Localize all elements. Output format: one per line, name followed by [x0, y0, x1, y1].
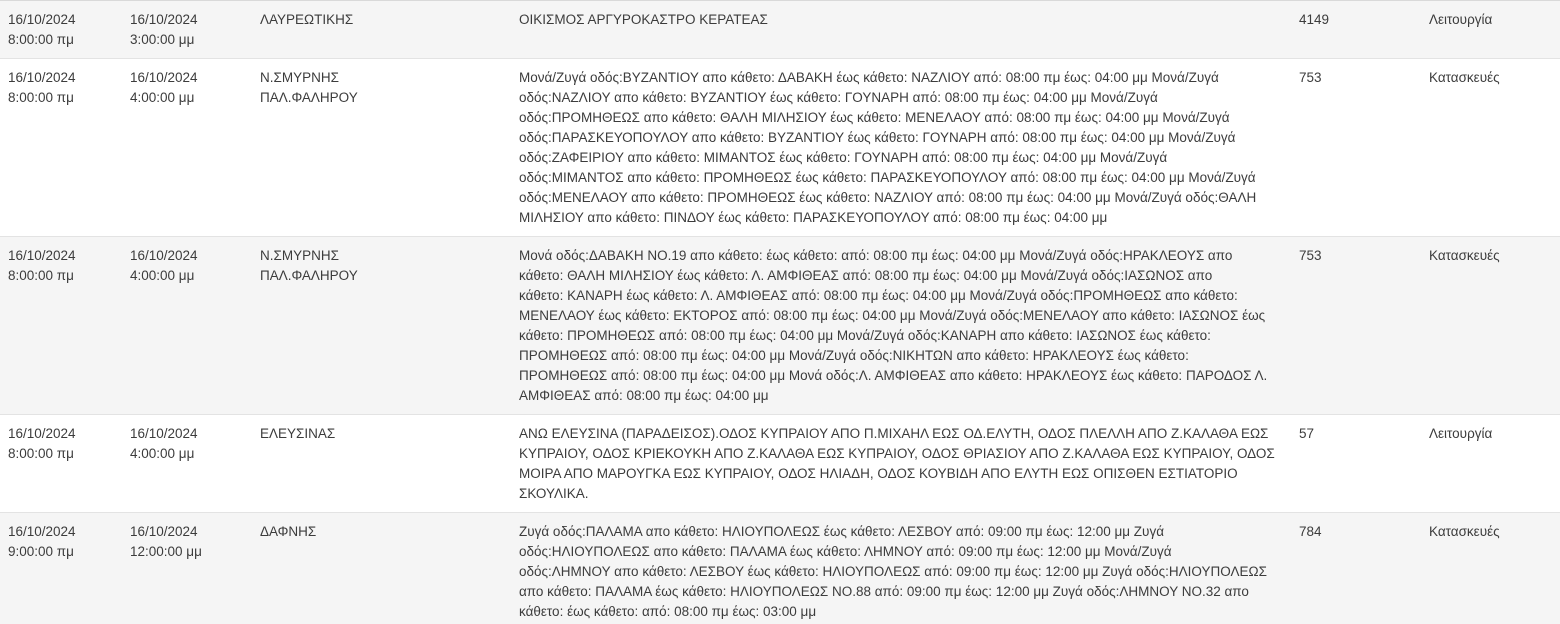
- affected-count-cell: [1299, 237, 1429, 414]
- end-time: 4:00:00 μμ: [130, 446, 195, 461]
- description-cell: [519, 59, 1299, 236]
- affected-count-cell: [1299, 59, 1429, 236]
- description-line: Μονά/Ζυγά οδός:ΒΥΖΑΝΤΙΟΥ απο κάθετο: ΔΑΒΑΚΗ έως κάθετο: ΝΑΖΛΙΟΥ από: 08:00 πμ έως: 04:00 μμ Μονά/Ζυγά: [519, 70, 1219, 85]
- description-line: ΣΚΟΥΛΙΚΑ.: [519, 486, 589, 501]
- description-line: οδός:ΜΙΜΑΝΤΟΣ απο κάθετο: ΠΡΟΜΗΘΕΩΣ έως κάθετο: ΠΑΡΑΣΚΕΥΟΠΟΥΛΟΥ από: 08:00 πμ έως: 04:00 μμ Μονά/Ζυγά: [519, 170, 1256, 185]
- end-datetime-cell: [130, 415, 260, 512]
- description-line: οδός:ΜΕΝΕΛΑΟΥ απο κάθετο: ΠΡΟΜΗΘΕΩΣ έως κάθετο: ΝΑΖΛΙΟΥ από: 08:00 πμ έως: 04:00 μμ Μονά/Ζυγά οδός:ΘΑΛΗ: [519, 190, 1257, 205]
- end-datetime-cell: [130, 59, 260, 236]
- end-datetime-cell: [130, 1, 260, 58]
- outage-type-cell: [1429, 415, 1560, 512]
- description-line: ΠΡΟΜΗΘΕΩΣ από: 08:00 πμ έως: 04:00 μμ Μονά οδός:Λ. ΑΜΦΙΘΕΑΣ απο κάθετο: ΗΡΑΚΛΕΟΥΣ έως κάθετο: ΠΑΡΟΔΟΣ Λ.: [519, 368, 1268, 383]
- description-line: ΟΙΚΙΣΜΟΣ ΑΡΓΥΡΟΚΑΣΤΡΟ ΚΕΡΑΤΕΑΣ: [519, 12, 768, 27]
- start-date: 16/10/2024: [8, 426, 76, 441]
- area-name: ΕΛΕΥΣΙΝΑΣ: [260, 426, 336, 441]
- end-time: 3:00:00 μμ: [130, 32, 195, 47]
- area-cell: [260, 1, 519, 58]
- description-line: οδός:ΠΑΡΑΣΚΕΥΟΠΟΥΛΟΥ απο κάθετο: ΒΥΖΑΝΤΙΟΥ έως κάθετο: ΓΟΥΝΑΡΗ από: 08:00 πμ έως: 04:00 μμ Μονά/Ζυγά: [519, 130, 1236, 145]
- description-line: οδός:ΝΑΖΛΙΟΥ απο κάθετο: ΒΥΖΑΝΤΙΟΥ έως κάθετο: ΓΟΥΝΑΡΗ από: 08:00 πμ έως: 04:00 μμ Μονά/Ζυγά: [519, 90, 1158, 105]
- area-cell: [260, 59, 519, 236]
- description-cell: [519, 1, 1299, 58]
- table-row: [0, 237, 1560, 415]
- description-line: ΜΟΙΡΑ ΑΠΟ ΜΑΡΟΥΓΚΑ ΕΩΣ ΚΥΠΡΑΙΟΥ, ΟΔΟΣ ΗΛΙΑΔΗ, ΟΔΟΣ ΚΟΥΒΙΔΗ ΑΠΟ ΕΛΥΤΗ ΕΩΣ ΟΠΙΣΘΕΝ ΕΣΤΙΑΤΟΡΙΟ: [519, 466, 1238, 481]
- end-datetime-cell: [130, 513, 260, 624]
- start-datetime-cell: [0, 513, 130, 624]
- end-datetime-cell: [130, 237, 260, 414]
- outage-type: Κατασκευές: [1429, 248, 1500, 263]
- description-line: ΜΙΛΗΣΙΟΥ απο κάθετο: ΠΙΝΔΟΥ έως κάθετο: ΠΑΡΑΣΚΕΥΟΠΟΥΛΟΥ από: 08:00 πμ έως: 04:00 μμ: [519, 210, 1108, 225]
- start-datetime-cell: [0, 59, 130, 236]
- affected-count-cell: [1299, 1, 1429, 58]
- start-datetime-cell: [0, 415, 130, 512]
- area-cell: [260, 513, 519, 624]
- area-name: Ν.ΣΜΥΡΝΗΣ: [260, 70, 339, 85]
- end-date: 16/10/2024: [130, 248, 198, 263]
- end-date: 16/10/2024: [130, 524, 198, 539]
- start-time: 8:00:00 πμ: [8, 268, 74, 283]
- description-line: Ζυγά οδός:ΠΑΛΑΜΑ απο κάθετο: ΗΛΙΟΥΠΟΛΕΩΣ έως κάθετο: ΛΕΣΒΟΥ από: 09:00 πμ έως: 12:00 μμ Ζυγά: [519, 524, 1164, 539]
- description-line: οδός:ΛΗΜΝΟΥ απο κάθετο: ΛΕΣΒΟΥ έως κάθετο: ΗΛΙΟΥΠΟΛΕΩΣ από: 09:00 πμ έως: 12:00 μμ Ζυγά οδός:ΗΛΙΟΥΠΟΛΕΩΣ: [519, 564, 1267, 579]
- start-date: 16/10/2024: [8, 12, 76, 27]
- end-time: 4:00:00 μμ: [130, 90, 195, 105]
- description-line: ΜΕΝΕΛΑΟΥ έως κάθετο: ΕΚΤΟΡΟΣ από: 08:00 πμ έως: 04:00 μμ Μονά/Ζυγά οδός:ΜΕΝΕΛΑΟΥ απο κάθετο: ΙΑΣΩΝΟΣ έως: [519, 308, 1266, 323]
- description-line: οδός:ΠΡΟΜΗΘΕΩΣ απο κάθετο: ΘΑΛΗ ΜΙΛΗΣΙΟΥ έως κάθετο: ΜΕΝΕΛΑΟΥ από: 08:00 πμ έως: 04:00 μμ Μονά/Ζυγά: [519, 110, 1230, 125]
- description-line: κάθετο: ΠΡΟΜΗΘΕΩΣ από: 08:00 πμ έως: 04:00 μμ Μονά/Ζυγά οδός:ΚΑΝΑΡΗ απο κάθετο: ΙΑΣΩΝΟΣ έως κάθετο:: [519, 328, 1211, 343]
- outage-type: Κατασκευές: [1429, 70, 1500, 85]
- end-date: 16/10/2024: [130, 426, 198, 441]
- table-row: [0, 59, 1560, 237]
- affected-count: 4149: [1299, 12, 1330, 27]
- start-date: 16/10/2024: [8, 70, 76, 85]
- affected-count: 57: [1299, 426, 1315, 441]
- description-line: κάθετο: έως κάθετο: από: 08:00 πμ έως: 03:00 μμ: [519, 604, 817, 619]
- description-line: ΚΥΠΡΑΙΟΥ, ΟΔΟΣ ΚΡΙΕΚΟΥΚΗ ΑΠΟ Ζ.ΚΑΛΑΘΑ ΕΩΣ ΚΥΠΡΑΙΟΥ, ΟΔΟΣ ΘΡΙΑΣΙΟΥ ΑΠΟ Ζ.ΚΑΛΑΘΑ ΕΩΣ ΚΥΠΡΑΙΟΥ, ΟΔΟΣ: [519, 446, 1275, 461]
- outage-type-cell: [1429, 237, 1560, 414]
- description-line: Μονά οδός:ΔΑΒΑΚΗ ΝΟ.19 απο κάθετο: έως κάθετο: από: 08:00 πμ έως: 04:00 μμ Μονά/Ζυγά οδός:ΗΡΑΚΛΕΟΥΣ απο: [519, 248, 1233, 263]
- outage-type-cell: [1429, 513, 1560, 624]
- area-name: ΠΑΛ.ΦΑΛΗΡΟΥ: [260, 268, 358, 283]
- area-cell: [260, 415, 519, 512]
- area-name: ΔΑΦΝΗΣ: [260, 524, 317, 539]
- outage-type-cell: [1429, 1, 1560, 58]
- start-time: 9:00:00 πμ: [8, 544, 74, 559]
- description-line: ΑΜΦΙΘΕΑΣ από: 08:00 πμ έως: 04:00 μμ: [519, 388, 769, 403]
- area-name: ΛΑΥΡΕΩΤΙΚΗΣ: [260, 12, 354, 27]
- description-line: οδός:ΖΑΦΕΙΡΙΟΥ απο κάθετο: ΜΙΜΑΝΤΟΣ έως κάθετο: ΓΟΥΝΑΡΗ από: 08:00 πμ έως: 04:00 μμ Μονά/Ζυγά: [519, 150, 1168, 165]
- start-time: 8:00:00 πμ: [8, 446, 74, 461]
- start-date: 16/10/2024: [8, 524, 76, 539]
- description-line: ΠΡΟΜΗΘΕΩΣ από: 08:00 πμ έως: 04:00 μμ Μονά/Ζυγά οδός:ΝΙΚΗΤΩΝ απο κάθετο: ΗΡΑΚΛΕΟΥΣ έως κάθετο:: [519, 348, 1189, 363]
- end-date: 16/10/2024: [130, 12, 198, 27]
- description-cell: [519, 513, 1299, 624]
- end-date: 16/10/2024: [130, 70, 198, 85]
- affected-count-cell: [1299, 415, 1429, 512]
- table-row: [0, 415, 1560, 513]
- description-line: κάθετο: ΚΑΝΑΡΗ έως κάθετο: Λ. ΑΜΦΙΘΕΑΣ από: 08:00 πμ έως: 04:00 μμ Μονά/Ζυγά οδός:ΠΡΟΜΗΘΕΩΣ απο κάθετο:: [519, 288, 1238, 303]
- start-time: 8:00:00 πμ: [8, 32, 74, 47]
- description-line: απο κάθετο: ΠΑΛΑΜΑ έως κάθετο: ΗΛΙΟΥΠΟΛΕΩΣ ΝΟ.88 από: 09:00 πμ έως: 12:00 μμ Ζυγά οδός:ΛΗΜΝΟΥ ΝΟ.32 απο: [519, 584, 1249, 599]
- description-cell: [519, 237, 1299, 414]
- table-row: [0, 1, 1560, 59]
- affected-count: 784: [1299, 524, 1322, 539]
- description-cell: [519, 415, 1299, 512]
- start-date: 16/10/2024: [8, 248, 76, 263]
- end-time: 4:00:00 μμ: [130, 268, 195, 283]
- start-datetime-cell: [0, 237, 130, 414]
- description-line: ΑΝΩ ΕΛΕΥΣΙΝΑ (ΠΑΡΑΔΕΙΣΟΣ).ΟΔΟΣ ΚΥΠΡΑΙΟΥ ΑΠΟ Π.ΜΙΧΑΗΛ ΕΩΣ ΟΔ.ΕΛΥΤΗ, ΟΔΟΣ ΠΛΕΛΛΗ ΑΠΟ Ζ.ΚΑΛΑΘΑ ΕΩΣ: [519, 426, 1269, 441]
- affected-count-cell: [1299, 513, 1429, 624]
- description-line: οδός:ΗΛΙΟΥΠΟΛΕΩΣ απο κάθετο: ΠΑΛΑΜΑ έως κάθετο: ΛΗΜΝΟΥ από: 09:00 πμ έως: 12:00 μμ Μονά/Ζυγά: [519, 544, 1172, 559]
- end-time: 12:00:00 μμ: [130, 544, 202, 559]
- outage-type-cell: [1429, 59, 1560, 236]
- start-datetime-cell: [0, 1, 130, 58]
- area-name: Ν.ΣΜΥΡΝΗΣ: [260, 248, 339, 263]
- area-cell: [260, 237, 519, 414]
- outage-type: Λειτουργία: [1429, 12, 1493, 27]
- start-time: 8:00:00 πμ: [8, 90, 74, 105]
- affected-count: 753: [1299, 248, 1322, 263]
- table-row: [0, 513, 1560, 624]
- description-line: κάθετο: ΘΑΛΗ ΜΙΛΗΣΙΟΥ έως κάθετο: Λ. ΑΜΦΙΘΕΑΣ από: 08:00 πμ έως: 04:00 μμ Μονά/Ζυγά οδός:ΙΑΣΩΝΟΣ απο: [519, 268, 1213, 283]
- area-name: ΠΑΛ.ΦΑΛΗΡΟΥ: [260, 90, 358, 105]
- outage-type: Λειτουργία: [1429, 426, 1493, 441]
- affected-count: 753: [1299, 70, 1322, 85]
- outage-type: Κατασκευές: [1429, 524, 1500, 539]
